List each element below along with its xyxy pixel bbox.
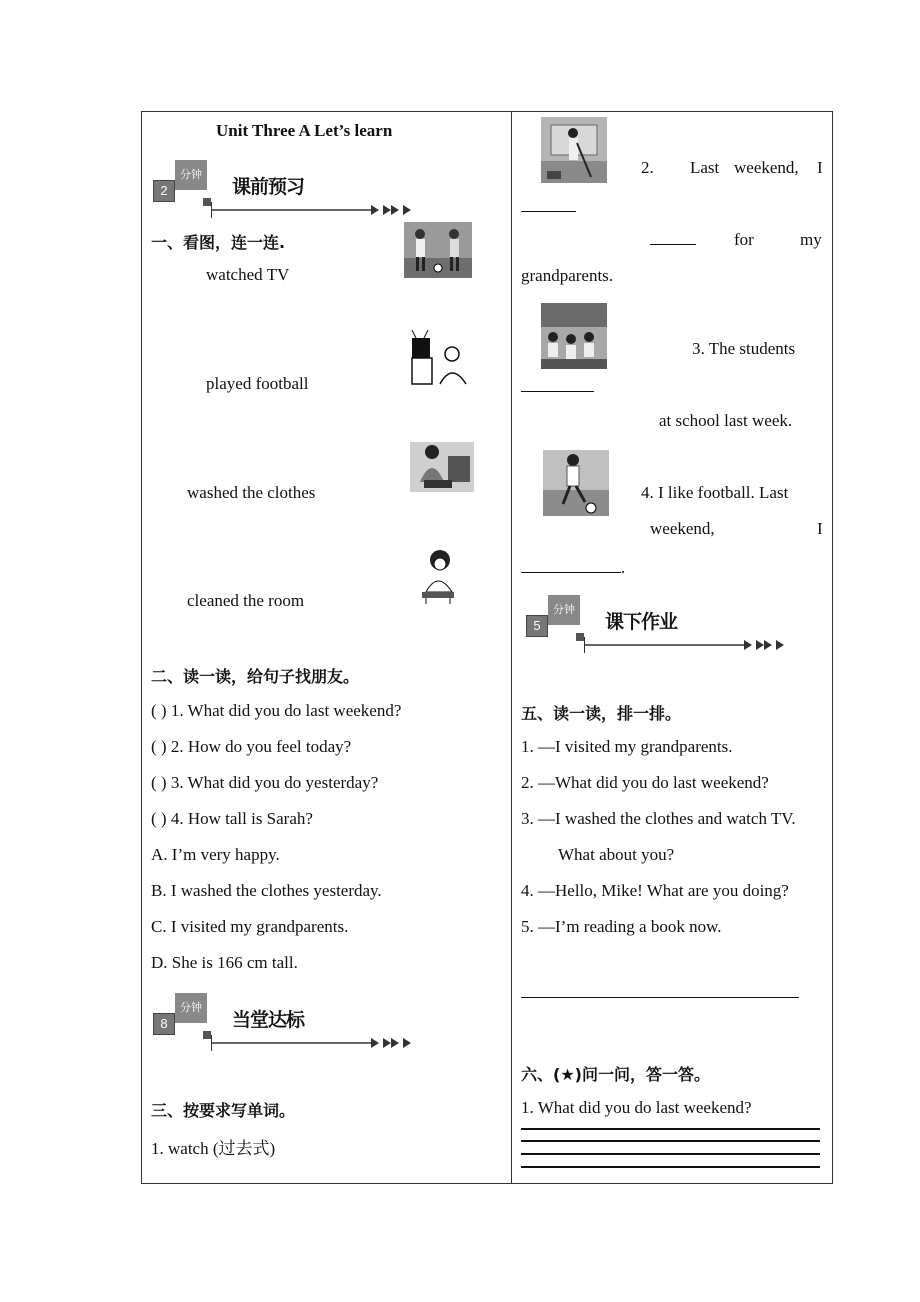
phrase-played-football: played football [206, 374, 309, 393]
answer-line[interactable] [521, 1153, 820, 1155]
item-number: 2. [641, 158, 654, 177]
badge-minutes-label: 分钟 [175, 160, 207, 190]
badge-minutes-label: 分钟 [548, 595, 580, 625]
washing-clothes-picture [410, 442, 474, 492]
question-row: ( ) 4. How tall is Sarah? [151, 809, 313, 828]
item-word: my [800, 230, 822, 249]
item-word: weekend, [650, 519, 715, 538]
question-row: ( ) 3. What did you do yesterday? [151, 773, 379, 792]
section-5-heading: 五、读一读，排一排。 [521, 704, 682, 723]
cleaning-room-picture [418, 548, 460, 604]
arrow-line-icon [211, 1035, 411, 1055]
arrow-line-icon [211, 202, 411, 222]
section-1-heading: 一、看图，连一连. [151, 233, 286, 252]
answer-option: A. I’m very happy. [151, 845, 280, 864]
girl-watching-tv-picture [410, 330, 472, 386]
fill-blank[interactable] [650, 230, 696, 245]
item-text: at school last week. [659, 411, 793, 430]
column-divider [511, 111, 512, 1183]
dialogue-line: 2. —What did you do last weekend? [521, 773, 769, 792]
students-planting-picture [541, 303, 607, 369]
item-text: 4. I like football. Last [641, 483, 789, 502]
question-row: ( ) 2. How do you feel today? [151, 737, 352, 756]
item-word: I [817, 519, 823, 538]
section-badge-class [153, 993, 403, 1053]
football-players-picture [404, 222, 472, 278]
item-word: for [734, 230, 754, 249]
section-6-heading: 六、(★)问一问，答一答。 [521, 1065, 710, 1084]
page-title: Unit Three A Let’s learn [216, 121, 393, 140]
section-badge-homework [526, 595, 776, 655]
answer-blank[interactable]: ( ) [151, 737, 167, 756]
section-2-heading: 二、读一读，给句子找朋友。 [151, 667, 360, 686]
write-word-item: 1. watch (过去式) [151, 1139, 276, 1158]
answer-blank[interactable]: ( ) [151, 809, 167, 828]
item-word: I [817, 158, 823, 177]
item-word: grandparents. [521, 266, 614, 285]
fill-blank[interactable] [521, 558, 621, 573]
question-row: ( ) 1. What did you do last weekend? [151, 701, 402, 720]
badge-minutes-number: 2 [153, 180, 175, 202]
answer-line[interactable] [521, 1128, 820, 1130]
answer-line[interactable] [521, 1166, 820, 1168]
dialogue-line: 1. —I visited my grandparents. [521, 737, 733, 756]
fill-blank[interactable] [521, 197, 576, 212]
item-word: Last [690, 158, 720, 177]
arrow-line-icon [584, 637, 784, 657]
section-3-heading: 三、按要求写单词。 [151, 1101, 296, 1120]
phrase-washed-clothes: washed the clothes [187, 483, 316, 502]
answer-blank[interactable]: ( ) [151, 701, 167, 720]
badge-minutes-number: 8 [153, 1013, 175, 1035]
badge-title: 当堂达标 [232, 1009, 305, 1031]
question-text: 1. What did you do last weekend? [521, 1098, 752, 1117]
order-answer-line[interactable] [521, 983, 799, 998]
phrase-watched-tv: watched TV [206, 265, 290, 284]
answer-blank[interactable]: ( ) [151, 773, 167, 792]
answer-line[interactable] [521, 1140, 820, 1142]
phrase-cleaned-room: cleaned the room [187, 591, 305, 610]
item-text: 3. The students [692, 339, 796, 358]
answer-option: B. I washed the clothes yesterday. [151, 881, 382, 900]
dialogue-line: 3. —I washed the clothes and watch TV. [521, 809, 796, 828]
fill-blank[interactable] [521, 377, 594, 392]
dialogue-line: 4. —Hello, Mike! What are you doing? [521, 881, 789, 900]
answer-option: C. I visited my grandparents. [151, 917, 349, 936]
badge-title: 课前预习 [232, 176, 305, 198]
section-badge-preview [153, 160, 403, 220]
dialogue-line: What about you? [558, 845, 675, 864]
badge-minutes-label: 分钟 [175, 993, 207, 1023]
girl-mopping-picture [541, 117, 607, 183]
answer-option: D. She is 166 cm tall. [151, 953, 298, 972]
badge-title: 课下作业 [605, 611, 678, 633]
dialogue-line: 5. —I’m reading a book now. [521, 917, 722, 936]
item-word: weekend, [734, 158, 799, 177]
badge-minutes-number: 5 [526, 615, 548, 637]
boy-playing-football-picture [543, 450, 609, 516]
